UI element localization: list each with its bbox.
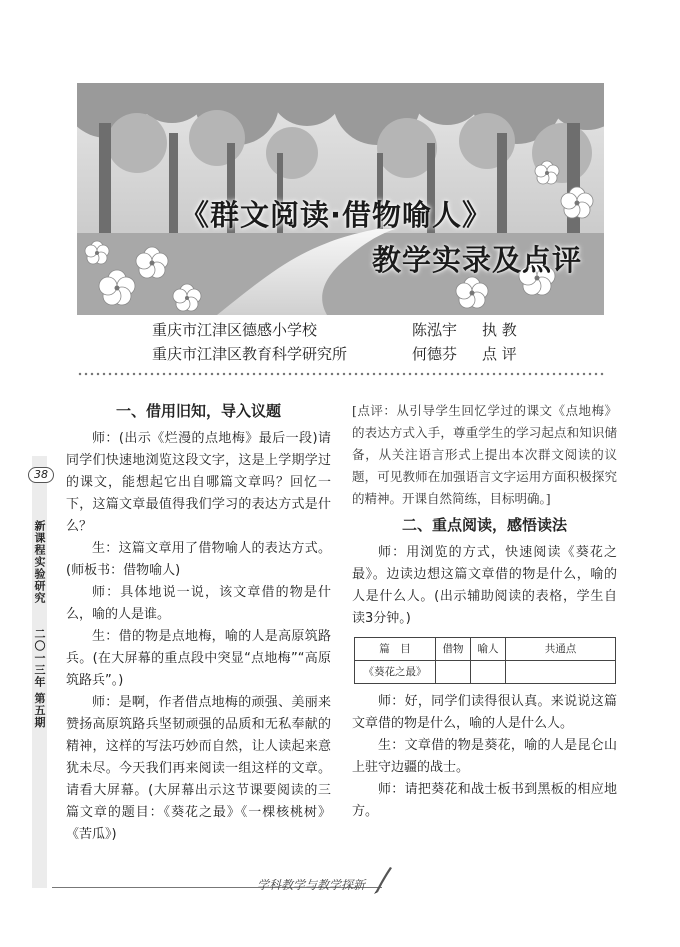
journal-issue: 二〇一三年 第五期	[33, 627, 46, 729]
paragraph: 师：好，同学们读得很认真。来说说这篇文章借的物是什么，喻的人是什么人。	[352, 694, 617, 731]
author-row-1	[152, 319, 517, 340]
table-header: 篇 目	[355, 638, 436, 661]
journal-title: 新课程实验研究	[33, 520, 46, 604]
reading-table	[354, 637, 616, 684]
footer-text: 学科教学与教学探新	[257, 878, 366, 892]
pen-icon	[372, 865, 394, 895]
article-title-line1: 《群文阅读·借物喻人》	[180, 198, 493, 232]
author-name: 陈泓宇	[412, 321, 458, 339]
author-role: 点 评	[482, 345, 517, 363]
page-number: 38	[28, 467, 54, 483]
paragraph: 师：具体地说一说，该文章借的物是什么，喻的人是谁。	[66, 585, 331, 622]
table-cell: 《葵花之最》	[355, 661, 436, 684]
table-cell	[471, 661, 506, 684]
author-row-2	[152, 343, 517, 364]
author-org: 重庆市江津区教育科学研究所	[152, 345, 348, 363]
journal-name	[34, 520, 47, 729]
table-cell	[506, 661, 616, 684]
paragraph: 生：借的物是点地梅，喻的人是高原筑路兵。(在大屏幕的重点段中突显“点地梅”“高原筑路兵”。)	[66, 629, 331, 688]
article-title-line2: 教学实录及点评	[372, 243, 583, 277]
left-column	[66, 400, 331, 846]
review-comment: [点评：从引导学生回忆学过的课文《点地梅》的表达方式入手，尊重学生的学习起点和知识储备，从关注语言形式上提出本次群文阅读的议题，可见教师在加强语言文字运用方面积极探究的精神。开课自然简练，目标明确。]	[352, 403, 617, 506]
dotted-divider	[77, 371, 604, 379]
paragraph: 生：这篇文章用了借物喻人的表达方式。(师板书：借物喻人)	[66, 541, 331, 578]
author-name: 何德芬	[412, 345, 458, 363]
section-heading-1: 一、借用旧知，导入议题	[115, 402, 281, 420]
section-heading-2: 二、重点阅读，感悟读法	[401, 516, 567, 534]
paragraph: 师：是啊，作者借点地梅的顽强、美丽来赞扬高原筑路兵坚韧顽强的品质和无私奉献的精神，这样的写法巧妙而自然，让人读起来意犹未尽。今天我们再来阅读一组这样的文章。请看大屏幕。(大屏幕出示这节课要阅读的三篇文章的题目：《葵花之最》《一棵核桃树》《苦瓜》)	[66, 695, 331, 842]
paragraph: 师：请把葵花和战士板书到黑板的相应地方。	[352, 782, 617, 819]
table-header: 借物	[436, 638, 471, 661]
paragraph: 师：用浏览的方式，快速阅读《葵花之最》。边读边想这篇文章借的物是什么，喻的人是什么人。(出示辅助阅读的表格，学生自读3分钟。)	[352, 545, 617, 626]
table-header: 共通点	[506, 638, 616, 661]
paragraph: 生：文章借的物是葵花，喻的人是昆仑山上驻守边疆的战士。	[352, 738, 617, 775]
table-cell	[436, 661, 471, 684]
table-header: 喻人	[471, 638, 506, 661]
right-column	[352, 400, 617, 823]
author-org: 重庆市江津区德感小学校	[152, 321, 318, 339]
paragraph: 师：(出示《烂漫的点地梅》最后一段)请同学们快速地浏览这段文字，这是上学期学过的课文，能想起它出自哪篇文章吗？回忆一下，这篇文章最值得我们学习的表达方式是什么？	[66, 431, 331, 534]
table-row	[355, 661, 616, 684]
author-role: 执 教	[482, 321, 517, 339]
